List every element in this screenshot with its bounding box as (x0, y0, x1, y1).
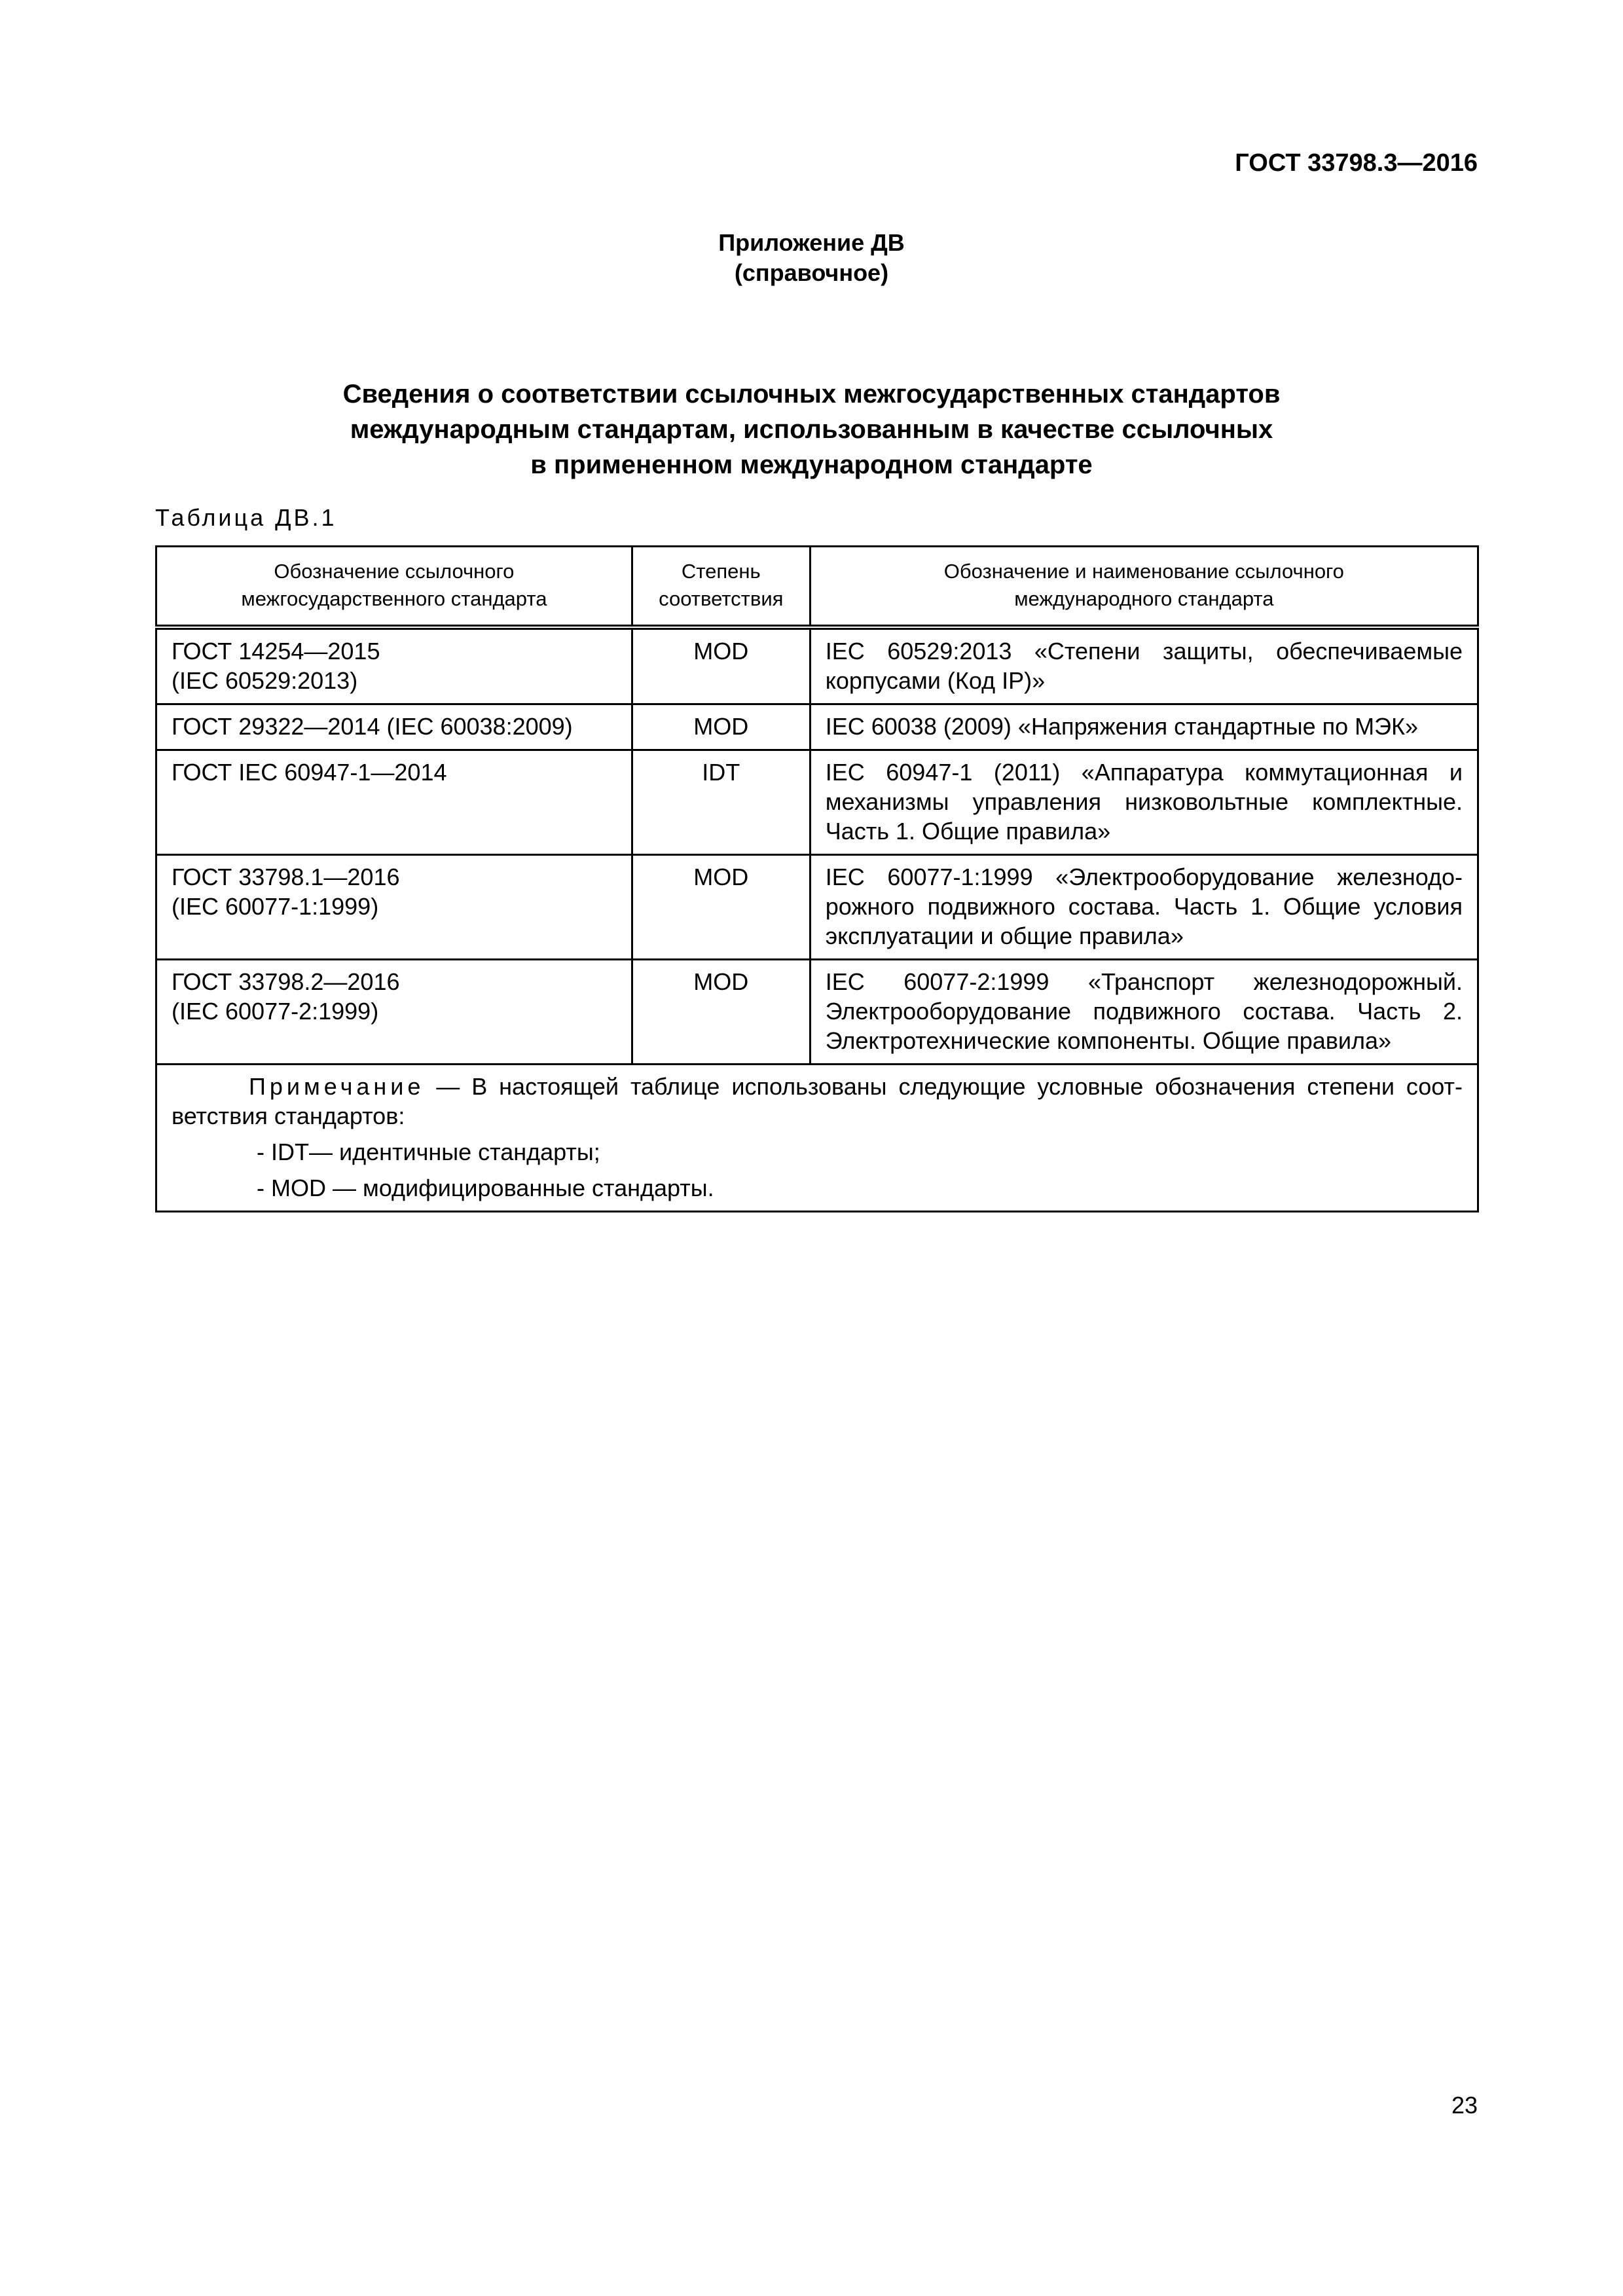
heading-line: Сведения о соответствии ссылочных межгосударственных стандартов (342, 380, 1281, 409)
document-code: ГОСТ 33798.3—2016 (1235, 149, 1478, 177)
table-row (156, 960, 1478, 1065)
standard-line: ГОСТ 33798.1—2016 (172, 864, 400, 890)
header-line: международного стандарта (1014, 587, 1274, 610)
standard-line: (IEC 60077-1:1999) (172, 893, 379, 920)
header-line: Обозначение ссылочного (274, 560, 515, 583)
note-label: Примечание (249, 1073, 425, 1100)
header-line: соответствия (659, 587, 784, 610)
cell-degree: IDT (632, 750, 810, 855)
note-item: - IDT— идентичные стандарты; (257, 1139, 600, 1165)
note-paragraph (172, 1072, 1463, 1131)
cell-international-standard: IEC 60529:2013 «Степени защиты, обеспечиваемые корпусами (Код IP)» (810, 627, 1478, 704)
table-row (156, 750, 1478, 855)
appendix-kind: (справочное) (734, 259, 889, 286)
cell-international-standard: IEC 60077-1:1999 «Электрооборудование железнодо-рожного подвижного состава. Часть 1. Общие условия эксплуатации и общие правила» (810, 855, 1478, 960)
standard-line: (IEC 60529:2013) (172, 667, 358, 694)
cell-international-standard: IEC 60038 (2009) «Напряжения стандартные по МЭК» (810, 704, 1478, 750)
cell-international-standard: IEC 60947-1 (2011) «Аппаратура коммутационная и механизмы управления низковольтные комплектные. Часть 1. Общие правила» (810, 750, 1478, 855)
heading-line: международным стандартам, использованным в качестве ссылочных (350, 415, 1273, 444)
cell-degree: MOD (632, 960, 810, 1065)
standard-line: ГОСТ 29322—2014 (IEC 60038:2009) (172, 713, 573, 740)
standards-table (155, 545, 1479, 1212)
cell-degree: MOD (632, 627, 810, 704)
appendix-header (0, 228, 1623, 288)
table-note-row (156, 1065, 1478, 1212)
cell-degree: MOD (632, 855, 810, 960)
standard-line: ГОСТ IEC 60947-1—2014 (172, 759, 447, 786)
cell-degree: MOD (632, 704, 810, 750)
table-note (156, 1065, 1478, 1212)
note-text: — В настоящей таблице использованы следующие условные обозначения степени соот-ветствия стандартов: (172, 1073, 1463, 1129)
table-row (156, 855, 1478, 960)
cell-interstate-standard (156, 627, 632, 704)
page-number: 23 (1451, 2092, 1478, 2119)
header-line: Степень (681, 560, 761, 583)
table-caption: Таблица ДВ.1 (155, 504, 337, 531)
cell-interstate-standard (156, 704, 632, 750)
cell-interstate-standard (156, 960, 632, 1065)
heading-line: в примененном международном стандарте (530, 450, 1093, 479)
column-header-interstate-standard (156, 547, 632, 628)
note-item: - MOD — модифицированные стандарты. (257, 1175, 714, 1201)
header-line: межгосударственного стандарта (241, 587, 547, 610)
standard-line: ГОСТ 14254—2015 (172, 638, 380, 665)
cell-interstate-standard (156, 855, 632, 960)
table-row (156, 704, 1478, 750)
appendix-title: Приложение ДВ (718, 229, 905, 256)
table-header-row (156, 547, 1478, 628)
standard-line: ГОСТ 33798.2—2016 (172, 968, 400, 995)
table-row (156, 627, 1478, 704)
standard-line: (IEC 60077-2:1999) (172, 998, 379, 1025)
section-heading (0, 376, 1623, 483)
column-header-degree (632, 547, 810, 628)
cell-international-standard: IEC 60077-2:1999 «Транспорт железнодорожный. Электрооборудование подвижного состава. Часть 2. Электротехнические компоненты. Общие правила» (810, 960, 1478, 1065)
cell-interstate-standard (156, 750, 632, 855)
column-header-international-standard (810, 547, 1478, 628)
header-line: Обозначение и наименование ссылочного (943, 560, 1344, 583)
